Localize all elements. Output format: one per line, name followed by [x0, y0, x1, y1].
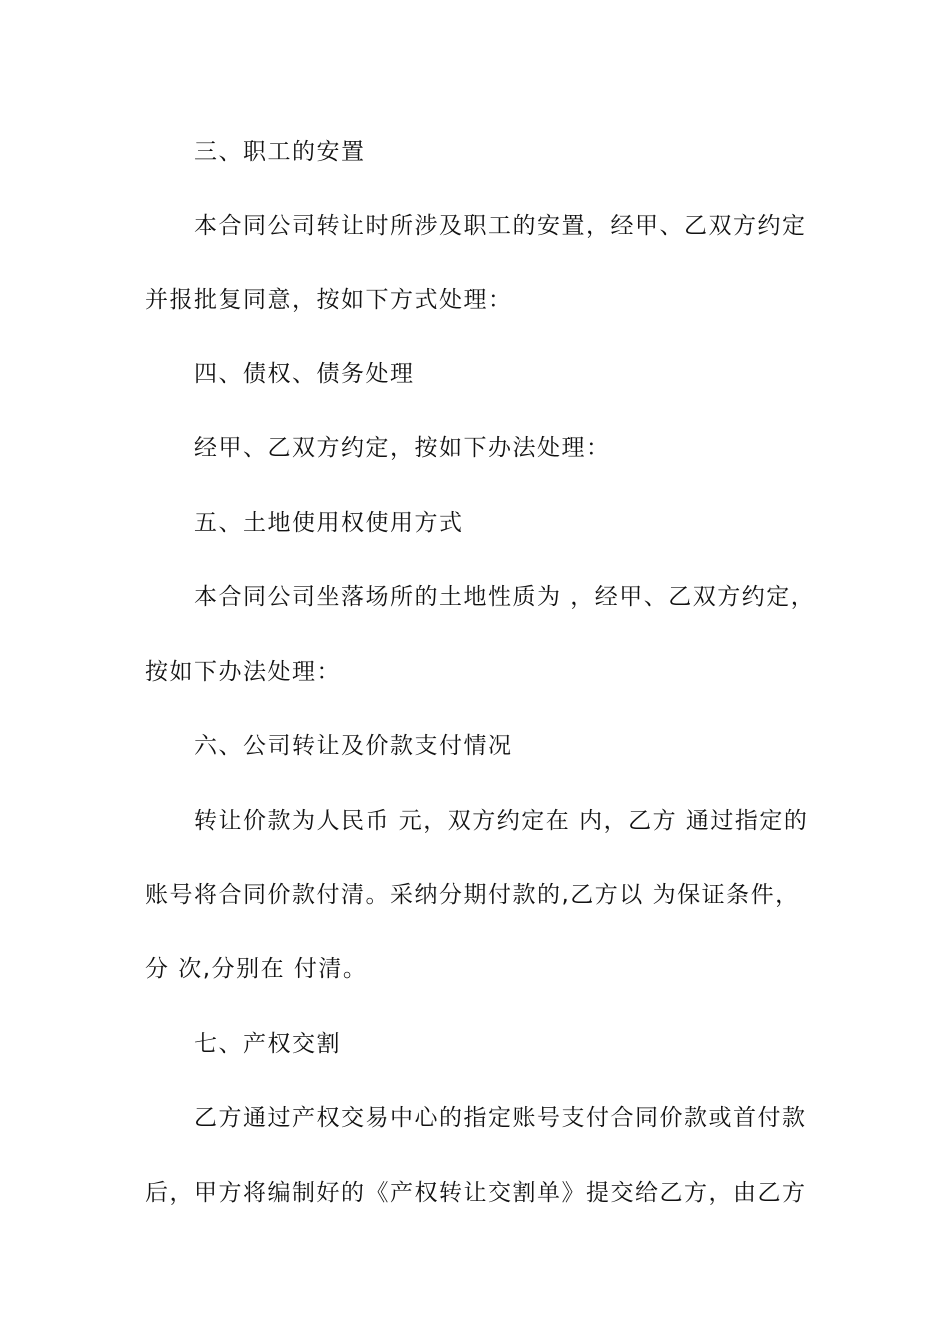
paragraph-line: 后，甲方将编制好的《产权转让交割单》提交给乙方，由乙方 — [145, 1180, 807, 1206]
paragraph-line: 转让价款为人民币 元，双方约定在 内，乙方 通过指定的 — [194, 808, 809, 834]
paragraph-line: 经甲、乙双方约定，按如下办法处理： — [194, 435, 611, 461]
paragraph-line: 分 次,分别在 付清。 — [145, 956, 368, 982]
paragraph-line: 本合同公司转让时所涉及职工的安置，经甲、乙双方约定 — [194, 213, 807, 239]
paragraph-line: 乙方通过产权交易中心的指定账号支付合同价款或首付款 — [194, 1105, 807, 1131]
section-heading-claims-debts: 四、债权、债务处理 — [194, 361, 415, 387]
paragraph-line: 按如下办法处理： — [145, 659, 341, 685]
paragraph-line: 本合同公司坐落场所的土地性质为 ，经甲、乙双方约定， — [194, 584, 816, 610]
section-heading-staff-placement: 三、职工的安置 — [194, 139, 366, 165]
section-heading-property-handover: 七、产权交割 — [194, 1031, 341, 1057]
section-heading-transfer-payment: 六、公司转让及价款支付情况 — [194, 733, 513, 759]
section-heading-land-use: 五、土地使用权使用方式 — [194, 510, 464, 536]
paragraph-line: 并报批复同意，按如下方式处理： — [145, 287, 513, 313]
paragraph-line: 账号将合同价款付清。采纳分期付款的,乙方以 为保证条件， — [145, 882, 800, 908]
